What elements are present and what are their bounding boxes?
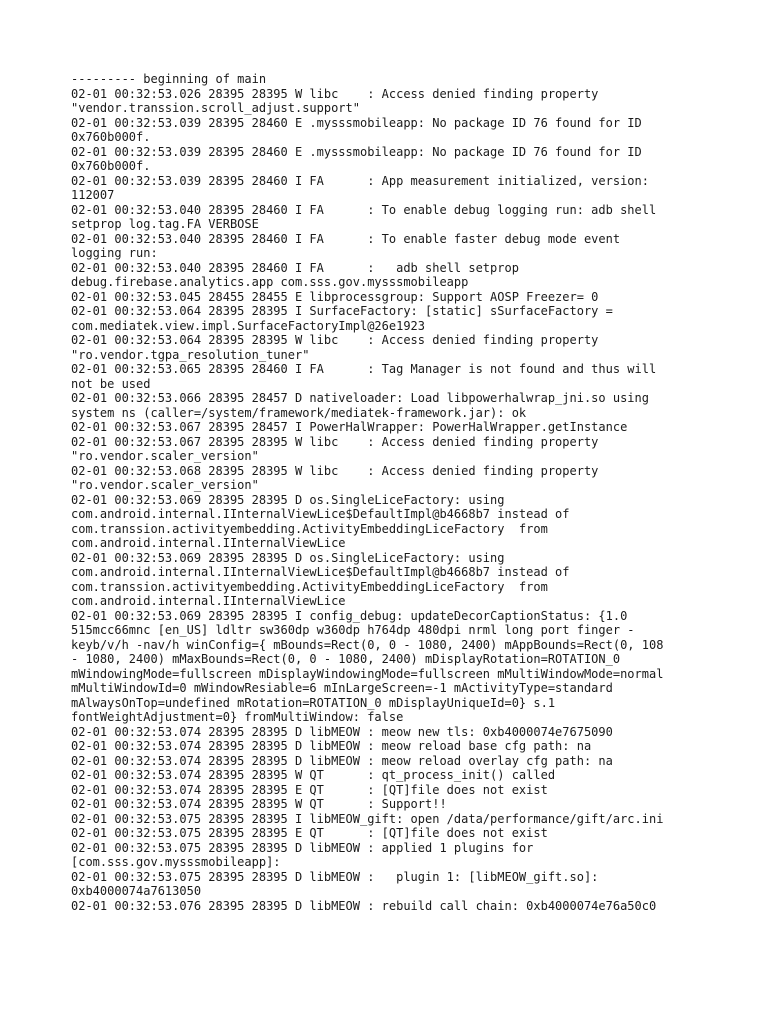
log-line: com.android.internal.IInternalViewLice <box>71 536 346 550</box>
log-document <box>71 72 761 913</box>
log-line: 02-01 00:32:53.076 28395 28395 D libMEOW : rebuild call chain: 0xb4000074e76a50c0 <box>71 898 657 913</box>
log-line: 0x760b000f. <box>71 159 151 173</box>
log-line: fontWeightAdjustment=0} fromMultiWindow: false <box>71 710 404 724</box>
log-line: system ns (caller=/system/framework/mediatek-framework.jar): ok <box>71 405 527 420</box>
log-line: 02-01 00:32:53.067 28395 28457 I PowerHalWrapper: PowerHalWrapper.getInstance <box>71 420 628 434</box>
log-line: not be used <box>71 376 151 391</box>
log-line: mMultiWindowId=0 mWindowResiable=6 mInLargeScreen=-1 mActivityType=standard <box>71 681 613 695</box>
log-line: "ro.vendor.scaler_version" <box>71 449 259 463</box>
log-line: 515mcc66mnc [en_US] ldltr sw360dp w360dp h764dp 480dpi nrml long port finger - <box>71 623 635 637</box>
log-line: 02-01 00:32:53.075 28395 28395 D libMEOW : applied 1 plugins for <box>71 840 534 855</box>
log-line: mAlwaysOnTop=undefined mRotation=ROTATION_0 mDisplayUniqueId=0} s.1 <box>71 695 556 710</box>
log-line: keyb/v/h -nav/h winConfig={ mBounds=Rect(0, 0 - 1080, 2400) mAppBounds=Rect(0, 108 <box>71 637 664 652</box>
log-line: 02-01 00:32:53.075 28395 28395 D libMEOW : plugin 1: [libMEOW_gift.so]: <box>71 869 599 884</box>
log-line: 02-01 00:32:53.074 28395 28395 E QT : [QT]file does not exist <box>71 782 548 797</box>
log-line: com.android.internal.IInternalViewLice <box>71 594 346 608</box>
log-line: 02-01 00:32:53.069 28395 28395 I config_debug: updateDecorCaptionStatus: {1.0 <box>71 608 628 623</box>
log-line: --------- beginning of main <box>71 72 267 86</box>
log-line: com.android.internal.IInternalViewLice$DefaultImpl@b4668b7 instead of <box>71 507 570 521</box>
log-line: 02-01 00:32:53.069 28395 28395 D os.SingleLiceFactory: using <box>71 492 505 507</box>
log-line: 02-01 00:32:53.040 28395 28460 I FA : To enable debug logging run: adb shell <box>71 202 657 217</box>
log-line: "ro.vendor.tgpa_resolution_tuner" <box>71 347 310 362</box>
log-line: debug.firebase.analytics.app com.sss.gov.mysssmobileapp <box>71 275 469 289</box>
log-line: com.mediatek.view.impl.SurfaceFactoryImpl@26e1923 <box>71 318 426 333</box>
log-line: 02-01 00:32:53.066 28395 28457 D nativeloader: Load libpowerhalwrap_jni.so using <box>71 391 649 405</box>
log-line: com.transsion.activityembedding.ActivityEmbeddingLiceFactory from <box>71 579 548 594</box>
log-line: 02-01 00:32:53.065 28395 28460 I FA : Tag Manager is not found and thus will <box>71 362 657 376</box>
log-line: 02-01 00:32:53.039 28395 28460 E .mysssmobileapp: No package ID 76 found for ID <box>71 115 642 130</box>
log-line: "ro.vendor.scaler_version" <box>71 478 259 492</box>
log-line: 02-01 00:32:53.068 28395 28395 W libc : Access denied finding property <box>71 463 599 478</box>
log-line: 02-01 00:32:53.074 28395 28395 W QT : Support!! <box>71 797 447 811</box>
log-line: [com.sss.gov.mysssmobileapp]: <box>71 855 281 869</box>
log-line: - 1080, 2400) mMaxBounds=Rect(0, 0 - 1080, 2400) mDisplayRotation=ROTATION_0 <box>71 652 621 666</box>
log-line: 02-01 00:32:53.074 28395 28395 D libMEOW : meow reload overlay cfg path: na <box>71 753 613 768</box>
log-line: 02-01 00:32:53.039 28395 28460 I FA : App measurement initialized, version: <box>71 173 649 188</box>
log-line: com.transsion.activityembedding.ActivityEmbeddingLiceFactory from <box>71 521 548 536</box>
log-line: 0x760b000f. <box>71 130 151 144</box>
log-line: 02-01 00:32:53.040 28395 28460 I FA : To enable faster debug mode event <box>71 231 621 246</box>
log-line: 02-01 00:32:53.074 28395 28395 W QT : qt_process_init() called <box>71 768 556 782</box>
log-line: 0xb4000074a7613050 <box>71 884 202 898</box>
log-line: com.android.internal.IInternalViewLice$DefaultImpl@b4668b7 instead of <box>71 565 570 579</box>
log-line: 112007 <box>71 188 115 202</box>
log-line: 02-01 00:32:53.040 28395 28460 I FA : adb shell setprop <box>71 260 519 275</box>
log-line: setprop log.tag.FA VERBOSE <box>71 217 259 231</box>
log-line: 02-01 00:32:53.067 28395 28395 W libc : Access denied finding property <box>71 434 599 449</box>
log-line: 02-01 00:32:53.074 28395 28395 D libMEOW : meow reload base cfg path: na <box>71 739 592 753</box>
log-line: 02-01 00:32:53.039 28395 28460 E .mysssmobileapp: No package ID 76 found for ID <box>71 144 642 159</box>
log-line: 02-01 00:32:53.026 28395 28395 W libc : Access denied finding property <box>71 86 599 101</box>
log-line: 02-01 00:32:53.075 28395 28395 E QT : [QT]file does not exist <box>71 826 548 840</box>
log-line: 02-01 00:32:53.064 28395 28395 W libc : Access denied finding property <box>71 333 599 347</box>
log-line: logging run: <box>71 246 158 260</box>
log-line: 02-01 00:32:53.075 28395 28395 I libMEOW_gift: open /data/performance/gift/arc.ini <box>71 811 664 826</box>
log-line: 02-01 00:32:53.064 28395 28395 I SurfaceFactory: [static] sSurfaceFactory = <box>71 304 613 318</box>
log-line: 02-01 00:32:53.045 28455 28455 E libprocessgroup: Support AOSP Freezer= 0 <box>71 289 599 304</box>
log-line: 02-01 00:32:53.074 28395 28395 D libMEOW : meow new tls: 0xb4000074e7675090 <box>71 724 613 739</box>
log-line: mWindowingMode=fullscreen mDisplayWindowingMode=fullscreen mMultiWindowMode=normal <box>71 666 664 681</box>
log-line: "vendor.transsion.scroll_adjust.support" <box>71 101 360 115</box>
log-line: 02-01 00:32:53.069 28395 28395 D os.SingleLiceFactory: using <box>71 550 505 565</box>
